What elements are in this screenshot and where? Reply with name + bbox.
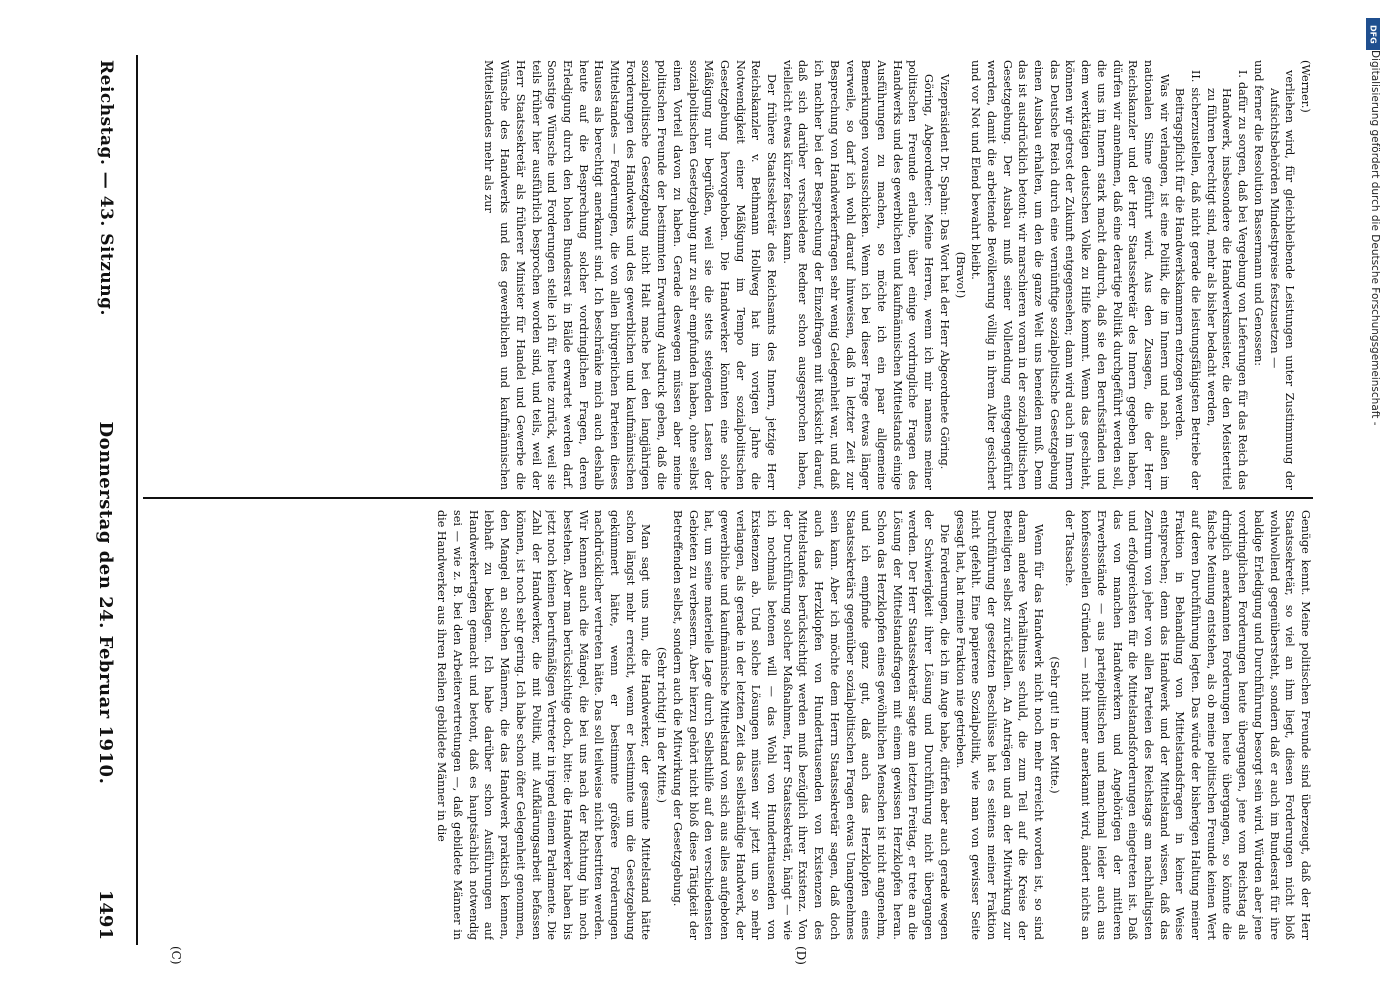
list-item: I. dafür zu sorgen, daß bei Vergebung von Lieferungen für das Reich das Handwerk, insbesondere die Handwerksmeister, die den Meistertitel zu führen berechtigt sind, mehr als bisher bedacht werden, xyxy=(1204,70,1250,490)
interjection: (Sehr richtig! in der Mitte.) xyxy=(655,646,669,804)
marker-c: (C) xyxy=(169,946,183,965)
header-left: Reichstag. — 43. Sitzung. xyxy=(96,60,116,316)
header-rule xyxy=(136,55,138,945)
digitization-credit: Digitalisierung gefördert durch die Deutsche Forschungsgemeinschaft - xyxy=(1369,50,1381,426)
page-number: 1491 xyxy=(95,889,117,940)
paragraph: Genüge kennt. Meine politischen Freunde sind überzeugt, daß der Herr Staatssekretär, so viel an ihm liegt, diesen Forderungen nicht bloß wohlwollend gegenübersteht, sondern daß er auch im Bundesrat für ihre baldige Erledigung und Durchführung besorgt sein wird. Würden aber jene vordringlichen Forderungen heute übergangen, jene vom Reichstag als dringlich anerkannten Forderungen heute übergangen, so könnte die falsche Meinung entstehen, als ob meine politischen Freunde keinen Wert auf deren Durchführung legten. Das würde der bisherigen Haltung meiner Fraktion in Behandlung von Mittelstandsfragen in keiner Weise entsprechen; denn das Handwerk und der Mittelstand wissen, daß das Zentrum von jeher von allen Parteien des Reichstags am nachhaltigsten und erfolgreichsten für die Mittelstandsforderungen eingetreten ist. Daß das von manchen Handwerkern und Angehörigen der mittleren Erwerbsstände — aus parteipolitischen und manchmal leider auch aus konfessionellen Gründen — nicht immer anerkannt wird, ändert nichts an der Tatsache. xyxy=(1063,510,1312,940)
paragraph: Man sagt uns nun, die Handwerker, der gesamte Mittelstand hätte schon längst mehr erreicht, wenn er bestimmte um die Gesetzgebung gekümmert hätte, wenn er bestimmte größere Forderungen nachdrücklicher vertreten hätte. Das soll teilweise nicht bestritten werden. Wir kennen auch die Mängel, die bei uns nach der Richtung hin noch bestehen. Aber man berücksichtige doch, bitte: die Handwerker haben bis jetzt noch keinen berufsmäßigen Vertreter in irgend einem Parlamente. Die Zahl der Handwerker, die mit Politik, mit Aufklärungsarbeit befassen können, ist noch sehr gering. Ich habe schon öfter Gelegenheit genommen, den Mangel an solchen Männern, die das Handwerk praktisch kennen, lebhaft zu beklagen. Ich habe darüber schon Ausführungen auf Handwerkertagen gemacht und betont, daß es hauptsächlich notwendig sei — wie z. B. bei den Arbeitervertretungen —, daß gebildete Männer in die Handwerker aus ihren Reihen gebildete Männer in die xyxy=(435,510,653,940)
left-column xyxy=(143,60,1313,490)
paragraph: Der frühere Staatssekretär des Reichsamts des Innern, jetzige Herr Reichskanzler v. Bethmann Hollweg hat im vorigen Jahre die Notwendigkeit einer Mäßigung im Tempo der sozialpolitischen Gesetzgebung hervorgehoben. Die Handwerker könnten eine solche Mäßigung nur begrüßen, weil sie die stets steigenden Lasten der sozialpolitischen Gesetzgebung nur zu sehr empfunden haben, ohne selbst einen Vorteil davon zu haben. Gerade deswegen müssen aber meine politischen Freunde der bestimmten Erwartung Ausdruck geben, daß die sozialpolitische Gesetzgebung nicht Halt mache bei den langjährigen Forderungen des Handwerks und des gewerblichen und kaufmännischen Mittelstandes — Forderungen, die von allen bürgerlichen Parteien dieses Hauses als berechtigt anerkannt sind. Ich beschränke mich auch deshalb heute auf die Besprechung solcher vordringlichen Fragen, deren Erledigung durch den hohen Bundesrat in Bälde erwartet werden darf. Sonstige Wünsche und Forderungen stelle ich für heute zurück, weil sie teils früher hier ausführlich besprochen worden sind, und teils, weil der Herr Staatssekretär als früherer Minister für Handel und Gewerbe die Wünsche des Handwerks und des gewerblichen und kaufmännischen Mittelstandes mehr als zur xyxy=(482,60,779,490)
interjection: (Sehr gut! in der Mitte.) xyxy=(1047,656,1061,794)
paragraph: Göring, Abgeordneter: Meine Herren, wenn ich mir namens meiner politischen Freunde erlaube, über einige vordringliche Fragen des Handwerks und des gewerblichen und kaufmännischen Mittelstands einige Ausführungen zu machen, so möchte ich ein paar allgemeine Bemerkungen vorausschicken. Wenn ich bei dieser Frage etwas länger verweile, so darf ich wohl darauf hinweisen, daß in letzter Zeit zur Besprechung von Handwerkerfragen sehr wenig Gelegenheit war, und daß ich nachher bei der Besprechung der Einzelfragen mit Rücksicht darauf, daß sich darüber verschiedene Redner schon ausgesprochen haben, vielleicht etwas kürzer fassen kann. xyxy=(780,60,936,490)
paragraph: verliehen wird, für gleichbleibende Leistungen unter Zustimmung der Aufsichtsbehörden Mindestpreise festzusetzen — xyxy=(1267,70,1297,490)
digitization-sidebar xyxy=(1365,10,1381,990)
list-item: II. sicherzustellen, daß nicht gerade die leistungsfähigsten Betriebe der Beitragspflicht für die Handwerkskammern entzogen werden. xyxy=(1173,70,1203,490)
speaker-tag: (Werner.) xyxy=(1299,60,1312,113)
page-header xyxy=(92,60,120,940)
right-column xyxy=(143,510,1313,940)
marker-d: (D) xyxy=(794,946,808,965)
paragraph: und ferner die Resolution Bassermann und Genossen: xyxy=(1251,60,1265,367)
header-date: Donnerstag den 24. Februar 1910. xyxy=(95,421,117,785)
interjection: (Bravo!) xyxy=(953,251,967,299)
paragraph: Was wir verlangen, ist eine Politik, die im Innern und nach außen im nationalen Sinne geführt wird. Aus den Zusagen, die der Herr Reichskanzler und der Herr Staatssekretär des Innern gegeben haben, dürfen wir annehmen, daß eine derartige Politik durchgeführt werden soll, die uns im Innern stark macht dadurch, daß sie den Berufsständen und dem werktätigen deutschen Volke zu Hilfe kommt. Wenn das geschieht, können wir getrost der Zukunft entgegensehen; dann wird auch im Innern das Deutsche Reich durch eine vernünftige sozialpolitische Gesetzgebung einen Ausbau erhalten, um den die ganze Welt uns beneiden muß. Denn das ist ausdrücklich betont: wir marschieren voran in der sozialpolitischen Gesetzgebung. Der Ausbau muß seiner Vollendung entgegengeführt werden, damit die arbeitende Bevölkerung völlig in ihrem Alter gesichert und vor Not und Elend bewahrt bleibt. xyxy=(969,60,1171,490)
paragraph: Die Forderungen, die ich im Auge habe, dürfen aber auch gerade wegen der Schwierigkeit ihrer Lösung und Durchführung nicht übergangen werden. Der Herr Staatssekretär sagte am letzten Freitag, er trete an die Lösung der Mittelstandsfragen mit einem gewissen Herzklopfen heran. Schon das Herzklopfen eines gewöhnlichen Menschen ist nicht angenehm, und ich empfinde ganz gut, daß auch das Herzklopfen eines Staatssekretärs gegenüber sozialpolitischen Fragen etwas Unangenehmes sein kann. Aber ich möchte dem Herrn Staatssekretär sagen, daß doch auch das Herzklopfen von Hunderttausenden von Existenzen des Mittelstandes berücksichtigt werden muß bezüglich ihrer Existenz. Von der Durchführung solcher Maßnahmen, Herr Staatssekretär, hängt — wie ich nochmals betonen will — das Wohl von Hunderttausenden von Existenzen ab. Und solche Lösungen müssen wir jetzt um so mehr verlangen, als gerade in der letzten Zeit das selbständige Handwerk, der gewerbliche und kaufmännische Mittelstand von sich aus alles aufgeboten hat, um seine materielle Lage durch Selbsthilfe auf den verschiedensten Gebieten zu verbessern. Aber hierzu gehört nicht bloß diese Tätigkeit der Betreffenden selbst, sondern auch die Mitwirkung der Gesetzgebung. xyxy=(670,510,951,940)
column-divider xyxy=(143,497,1313,499)
paragraph: Vizepräsident Dr. Spahn: Das Wort hat der Herr Abgeordnete Göring. xyxy=(937,74,951,470)
dfg-logo: DFG xyxy=(1366,18,1380,50)
paragraph: Wenn für das Handwerk nicht noch mehr erreicht worden ist, so sind daran andere Verhältnisse schuld, die zum Teil auf die Kreise der Beteiligten selbst zurückfallen. An Anträgen und an der Mitwirkung zur Durchführung der gesetzten Beschlüsse hat es seitens meiner Fraktion nicht gefehlt. Eine papierene Sozialpolitik, wie man von gewisser Seite gesagt hat, hat meine Fraktion nie getrieben. xyxy=(953,510,1046,940)
